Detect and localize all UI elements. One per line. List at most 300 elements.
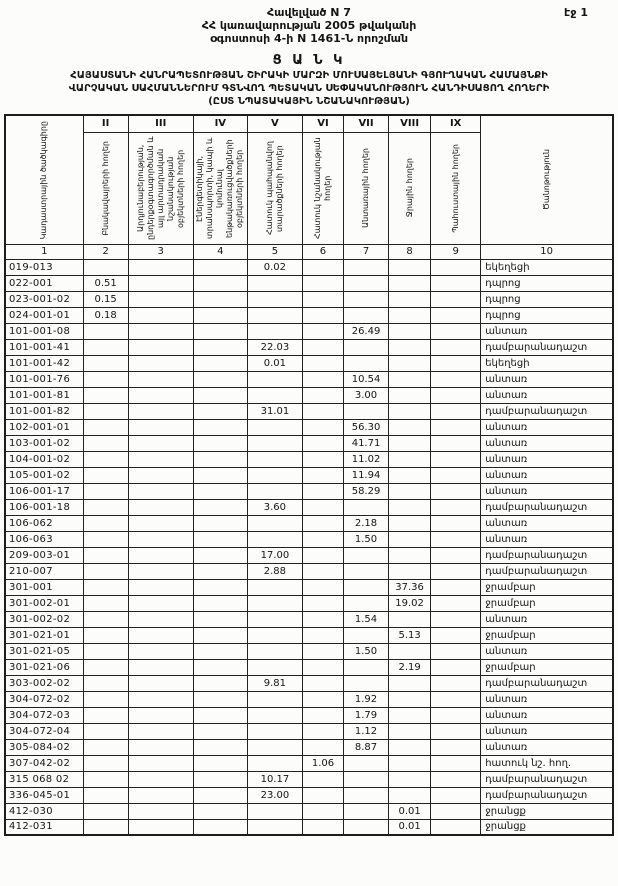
cell-cadastral-code: 209-003-01 — [5, 547, 83, 563]
cell-cadastral-code: 210-007 — [5, 563, 83, 579]
cell-cadastral-code: 105-001-02 — [5, 467, 83, 483]
cell-note: անտառ — [481, 707, 613, 723]
cell-area-value — [389, 355, 431, 371]
cell-area-value — [302, 531, 343, 547]
cell-note: անտառ — [481, 451, 613, 467]
doc-subtitle — [0, 69, 618, 108]
cell-area-value — [128, 403, 193, 419]
cell-area-value: 56.30 — [344, 419, 389, 435]
cell-area-value — [247, 579, 302, 595]
cell-area-value: 26.49 — [344, 323, 389, 339]
cell-area-value: 0.01 — [389, 803, 431, 819]
cell-area-value — [431, 291, 481, 307]
cell-area-value — [83, 515, 128, 531]
cell-area-value — [128, 579, 193, 595]
cell-area-value — [302, 643, 343, 659]
cell-area-value — [193, 531, 247, 547]
cell-area-value — [389, 515, 431, 531]
cell-area-value — [128, 755, 193, 771]
table-row — [5, 339, 613, 355]
cell-area-value — [431, 771, 481, 787]
cell-note: դամբարանադաշտ — [481, 563, 613, 579]
cell-area-value — [83, 483, 128, 499]
cell-area-value: 41.71 — [344, 435, 389, 451]
cell-area-value — [302, 339, 343, 355]
cell-area-value — [83, 499, 128, 515]
table-row — [5, 435, 613, 451]
cell-area-value — [431, 339, 481, 355]
cell-area-value — [193, 259, 247, 275]
cell-area-value — [193, 723, 247, 739]
cell-area-value: 3.00 — [344, 387, 389, 403]
cell-area-value — [83, 739, 128, 755]
cell-area-value — [389, 531, 431, 547]
cell-area-value — [247, 275, 302, 291]
cell-area-value — [83, 371, 128, 387]
table-row — [5, 755, 613, 771]
cell-area-value — [344, 499, 389, 515]
cell-note: դպրոց — [481, 275, 613, 291]
cell-area-value: 0.01 — [389, 819, 431, 835]
cell-area-value — [128, 595, 193, 611]
table-row — [5, 595, 613, 611]
cell-area-value — [302, 371, 343, 387]
cell-note: ջրամբար — [481, 595, 613, 611]
cell-note: դպրոց — [481, 307, 613, 323]
cell-area-value — [193, 739, 247, 755]
cell-area-value — [128, 467, 193, 483]
cell-note: դամբարանադաշտ — [481, 499, 613, 515]
cell-area-value — [247, 659, 302, 675]
cell-note: անտառ — [481, 371, 613, 387]
cell-note: անտառ — [481, 387, 613, 403]
cell-area-value — [302, 259, 343, 275]
table-row — [5, 291, 613, 307]
cell-area-value: 1.54 — [344, 611, 389, 627]
cell-area-value — [128, 483, 193, 499]
cell-area-value: 11.94 — [344, 467, 389, 483]
cell-cadastral-code: 101-001-81 — [5, 387, 83, 403]
cell-area-value — [247, 531, 302, 547]
cell-cadastral-code: 024-001-01 — [5, 307, 83, 323]
cell-cadastral-code: 022-001 — [5, 275, 83, 291]
table-row — [5, 419, 613, 435]
column-header-4 — [193, 132, 247, 244]
column-header-label: Հատուկ նշանակության հողեր — [312, 137, 332, 239]
cell-area-value — [83, 723, 128, 739]
cell-area-value — [344, 307, 389, 323]
column-header-2 — [83, 132, 128, 244]
cell-area-value — [302, 611, 343, 627]
cell-area-value — [193, 435, 247, 451]
cell-cadastral-code: 102-001-01 — [5, 419, 83, 435]
cell-cadastral-code: 305-084-02 — [5, 739, 83, 755]
cell-area-value — [302, 739, 343, 755]
table-row — [5, 531, 613, 547]
cell-area-value — [83, 755, 128, 771]
column-header-label: Հատուկ պահպանվող տարածքների հողեր — [264, 141, 284, 235]
cell-area-value — [302, 627, 343, 643]
cell-area-value — [193, 275, 247, 291]
column-header-10 — [481, 115, 613, 244]
table-row — [5, 723, 613, 739]
cell-area-value — [128, 291, 193, 307]
table-row — [5, 611, 613, 627]
cell-area-value — [389, 499, 431, 515]
cell-area-value — [431, 723, 481, 739]
cell-area-value — [83, 531, 128, 547]
cell-area-value — [431, 691, 481, 707]
column-number: 4 — [193, 244, 247, 259]
cell-cadastral-code: 307-042-02 — [5, 755, 83, 771]
cell-area-value — [83, 627, 128, 643]
cell-cadastral-code: 023-001-02 — [5, 291, 83, 307]
cell-area-value: 31.01 — [247, 403, 302, 419]
cell-area-value — [389, 339, 431, 355]
cell-area-value — [193, 307, 247, 323]
cell-area-value — [431, 531, 481, 547]
cell-area-value — [431, 739, 481, 755]
cell-area-value — [389, 419, 431, 435]
column-number: 2 — [83, 244, 128, 259]
table-row — [5, 819, 613, 835]
cell-area-value — [302, 579, 343, 595]
column-header-9 — [431, 132, 481, 244]
table-row — [5, 355, 613, 371]
cell-area-value — [431, 547, 481, 563]
table-row — [5, 643, 613, 659]
cell-cadastral-code: 103-001-02 — [5, 435, 83, 451]
cell-area-value — [302, 675, 343, 691]
cell-area-value: 0.02 — [247, 259, 302, 275]
cell-area-value — [302, 307, 343, 323]
column-header-1 — [5, 115, 83, 244]
cell-area-value: 0.01 — [247, 355, 302, 371]
cell-area-value — [83, 819, 128, 835]
cell-area-value — [83, 451, 128, 467]
cell-area-value — [193, 419, 247, 435]
column-header-label: Պահուստային հողեր — [450, 143, 460, 233]
cell-area-value — [389, 563, 431, 579]
cell-area-value — [247, 483, 302, 499]
cell-area-value — [128, 771, 193, 787]
table-row — [5, 515, 613, 531]
table-row — [5, 579, 613, 595]
cell-area-value: 0.51 — [83, 275, 128, 291]
cell-note: անտառ — [481, 611, 613, 627]
table-row — [5, 259, 613, 275]
cell-area-value: 0.18 — [83, 307, 128, 323]
cell-area-value — [247, 739, 302, 755]
cell-note: անտառ — [481, 467, 613, 483]
cell-area-value — [431, 755, 481, 771]
cell-area-value — [344, 819, 389, 835]
cell-area-value — [83, 547, 128, 563]
cell-area-value — [128, 499, 193, 515]
cell-area-value — [193, 451, 247, 467]
cell-area-value — [128, 819, 193, 835]
cell-area-value — [389, 787, 431, 803]
cell-cadastral-code: 101-001-82 — [5, 403, 83, 419]
cell-area-value: 2.19 — [389, 659, 431, 675]
cell-area-value — [389, 371, 431, 387]
column-header-label: Էներգետիկայի, տրանսպորտի, կապի և կոմունալ ենթակառուցվածքների օբյեկտների հողեր — [195, 137, 245, 239]
cell-area-value — [302, 483, 343, 499]
cell-area-value — [128, 643, 193, 659]
cell-area-value — [302, 499, 343, 515]
cell-area-value — [431, 659, 481, 675]
subtitle-line: ՎԱՐՉԱԿԱՆ ՍԱՀՄԱՆՆԵՐՈՒՄ ԳՏՆՎՈՂ ՊԵՏԱԿԱՆ ՍԵՓԱԿԱՆՈՒԹՅՈՒՆ ՀԱՆԴԻՍԱՑՈՂ ՀՈՂԵՐԻ — [68, 83, 550, 94]
cell-area-value — [193, 691, 247, 707]
cell-note: ջրամբար — [481, 659, 613, 675]
cell-area-value — [431, 515, 481, 531]
cell-area-value — [193, 483, 247, 499]
cell-note: ջրանցք — [481, 803, 613, 819]
cell-note: դամբարանադաշտ — [481, 339, 613, 355]
cell-note: անտառ — [481, 531, 613, 547]
cell-area-value — [302, 691, 343, 707]
table-row — [5, 403, 613, 419]
cell-area-value — [128, 691, 193, 707]
cell-area-value: 8.87 — [344, 739, 389, 755]
cell-area-value — [193, 643, 247, 659]
roman-numeral: VII — [344, 115, 389, 132]
cell-note: դամբարանադաշտ — [481, 675, 613, 691]
roman-numeral: II — [83, 115, 128, 132]
roman-numeral: IX — [431, 115, 481, 132]
column-number: 1 — [5, 244, 83, 259]
cell-area-value — [302, 435, 343, 451]
cell-area-value — [247, 803, 302, 819]
cell-note: անտառ — [481, 691, 613, 707]
cell-area-value — [83, 675, 128, 691]
cell-area-value — [128, 531, 193, 547]
cell-area-value: 1.92 — [344, 691, 389, 707]
cell-note: դամբարանադաշտ — [481, 547, 613, 563]
cell-area-value — [128, 451, 193, 467]
cell-area-value — [193, 611, 247, 627]
cell-cadastral-code: 019-013 — [5, 259, 83, 275]
cell-area-value — [389, 275, 431, 291]
cell-area-value: 22.03 — [247, 339, 302, 355]
subtitle-line: (ԸՍՏ ՆՊԱՏԱԿԱՅԻՆ ՆՇԱՆԱԿՈՒԹՅԱՆ) — [208, 96, 410, 107]
cell-area-value — [83, 563, 128, 579]
cell-area-value — [247, 387, 302, 403]
cell-area-value — [344, 563, 389, 579]
cell-cadastral-code: 304-072-03 — [5, 707, 83, 723]
cell-cadastral-code: 106-062 — [5, 515, 83, 531]
cell-area-value — [128, 787, 193, 803]
cell-area-value — [83, 435, 128, 451]
cell-area-value — [83, 387, 128, 403]
cell-area-value — [193, 499, 247, 515]
cell-area-value — [431, 787, 481, 803]
cell-area-value — [431, 371, 481, 387]
column-header-label: Բնակավայրերի հողեր — [100, 140, 110, 236]
cell-area-value — [128, 419, 193, 435]
cell-area-value — [247, 515, 302, 531]
cell-area-value — [193, 771, 247, 787]
cell-area-value — [344, 259, 389, 275]
cell-area-value — [83, 659, 128, 675]
cell-area-value — [344, 595, 389, 611]
cell-area-value — [247, 611, 302, 627]
cell-area-value — [389, 403, 431, 419]
column-header-label: Ծանոթություն — [541, 149, 551, 211]
cell-area-value — [128, 803, 193, 819]
cell-cadastral-code: 301-002-02 — [5, 611, 83, 627]
cell-area-value: 2.18 — [344, 515, 389, 531]
cell-area-value — [128, 307, 193, 323]
cell-cadastral-code: 412-031 — [5, 819, 83, 835]
cell-area-value — [83, 579, 128, 595]
cell-area-value — [247, 755, 302, 771]
cell-area-value — [128, 739, 193, 755]
cell-note: անտառ — [481, 643, 613, 659]
cell-area-value: 5.13 — [389, 627, 431, 643]
cell-area-value — [83, 355, 128, 371]
cell-area-value — [431, 355, 481, 371]
appendix-line: օգոստոսի 4-ի N 1461-Ն որոշման — [209, 32, 409, 45]
cell-area-value — [247, 819, 302, 835]
cell-area-value — [344, 547, 389, 563]
cell-area-value — [247, 691, 302, 707]
column-header-label: Անտառային հողեր — [361, 148, 371, 228]
cell-area-value — [431, 611, 481, 627]
cell-area-value: 23.00 — [247, 787, 302, 803]
cell-area-value — [128, 611, 193, 627]
cell-cadastral-code: 104-001-02 — [5, 451, 83, 467]
cell-area-value — [344, 339, 389, 355]
cell-area-value — [302, 771, 343, 787]
cell-note: անտառ — [481, 435, 613, 451]
column-number: 6 — [302, 244, 343, 259]
cell-area-value — [193, 355, 247, 371]
cell-area-value — [302, 723, 343, 739]
cell-cadastral-code: 106-063 — [5, 531, 83, 547]
cell-cadastral-code: 412-030 — [5, 803, 83, 819]
cell-area-value: 1.79 — [344, 707, 389, 723]
cell-area-value — [389, 323, 431, 339]
table-row — [5, 307, 613, 323]
cell-area-value — [128, 707, 193, 723]
cell-area-value — [389, 291, 431, 307]
cell-note: ջրանցք — [481, 819, 613, 835]
cell-area-value — [431, 419, 481, 435]
cell-area-value — [344, 403, 389, 419]
cell-area-value — [83, 259, 128, 275]
cell-note: անտառ — [481, 739, 613, 755]
cell-note: դամբարանադաշտ — [481, 771, 613, 787]
cell-area-value — [193, 755, 247, 771]
cell-area-value — [83, 403, 128, 419]
cell-area-value — [431, 627, 481, 643]
cell-area-value — [302, 403, 343, 419]
cell-area-value — [302, 387, 343, 403]
table-row — [5, 451, 613, 467]
cell-cadastral-code: 101-001-42 — [5, 355, 83, 371]
cell-area-value: 11.02 — [344, 451, 389, 467]
cell-area-value — [83, 467, 128, 483]
cell-area-value — [389, 723, 431, 739]
cell-note: ջրամբար — [481, 579, 613, 595]
cell-area-value — [193, 803, 247, 819]
cell-area-value — [128, 627, 193, 643]
cell-area-value — [344, 291, 389, 307]
cell-area-value — [302, 595, 343, 611]
cell-area-value — [389, 739, 431, 755]
cell-area-value — [193, 787, 247, 803]
cell-note: անտառ — [481, 515, 613, 531]
cell-area-value — [247, 451, 302, 467]
cell-area-value — [247, 707, 302, 723]
cell-area-value — [344, 787, 389, 803]
cell-area-value — [389, 451, 431, 467]
roman-numeral: V — [247, 115, 302, 132]
cell-area-value — [302, 275, 343, 291]
table-row — [5, 739, 613, 755]
cell-area-value — [431, 643, 481, 659]
cell-cadastral-code: 304-072-04 — [5, 723, 83, 739]
cell-area-value — [431, 307, 481, 323]
cell-area-value — [193, 675, 247, 691]
roman-numeral: III — [128, 115, 193, 132]
cell-area-value — [344, 675, 389, 691]
roman-numeral: IV — [193, 115, 247, 132]
cell-area-value — [389, 435, 431, 451]
column-header-8 — [389, 132, 431, 244]
appendix-line: ՀՀ կառավարության 2005 թվականի — [201, 19, 417, 32]
cell-area-value: 19.02 — [389, 595, 431, 611]
cell-area-value — [344, 755, 389, 771]
table-row — [5, 675, 613, 691]
cell-area-value — [193, 579, 247, 595]
cell-note: անտառ — [481, 723, 613, 739]
cell-area-value — [389, 387, 431, 403]
cell-note: անտառ — [481, 483, 613, 499]
cell-cadastral-code: 304-072-02 — [5, 691, 83, 707]
cell-area-value — [431, 467, 481, 483]
cell-area-value — [193, 403, 247, 419]
column-number: 3 — [128, 244, 193, 259]
cell-area-value: 10.17 — [247, 771, 302, 787]
cell-area-value: 3.60 — [247, 499, 302, 515]
cell-area-value — [128, 675, 193, 691]
table-row — [5, 323, 613, 339]
cell-area-value — [431, 595, 481, 611]
cell-area-value — [389, 691, 431, 707]
cell-area-value — [302, 707, 343, 723]
column-header-7 — [344, 132, 389, 244]
cell-area-value — [247, 723, 302, 739]
cell-area-value — [431, 483, 481, 499]
cell-area-value — [389, 483, 431, 499]
cell-area-value — [344, 771, 389, 787]
cell-area-value — [344, 579, 389, 595]
table-row — [5, 371, 613, 387]
cell-area-value — [247, 627, 302, 643]
cell-area-value — [83, 803, 128, 819]
cell-area-value — [431, 803, 481, 819]
cell-area-value — [344, 627, 389, 643]
cell-cadastral-code: 336-045-01 — [5, 787, 83, 803]
cell-area-value — [302, 419, 343, 435]
cell-area-value — [193, 515, 247, 531]
cell-cadastral-code: 301-021-01 — [5, 627, 83, 643]
cell-area-value — [389, 307, 431, 323]
doc-title: Ց Ա Ն Կ — [272, 53, 346, 68]
roman-numeral: VIII — [389, 115, 431, 132]
